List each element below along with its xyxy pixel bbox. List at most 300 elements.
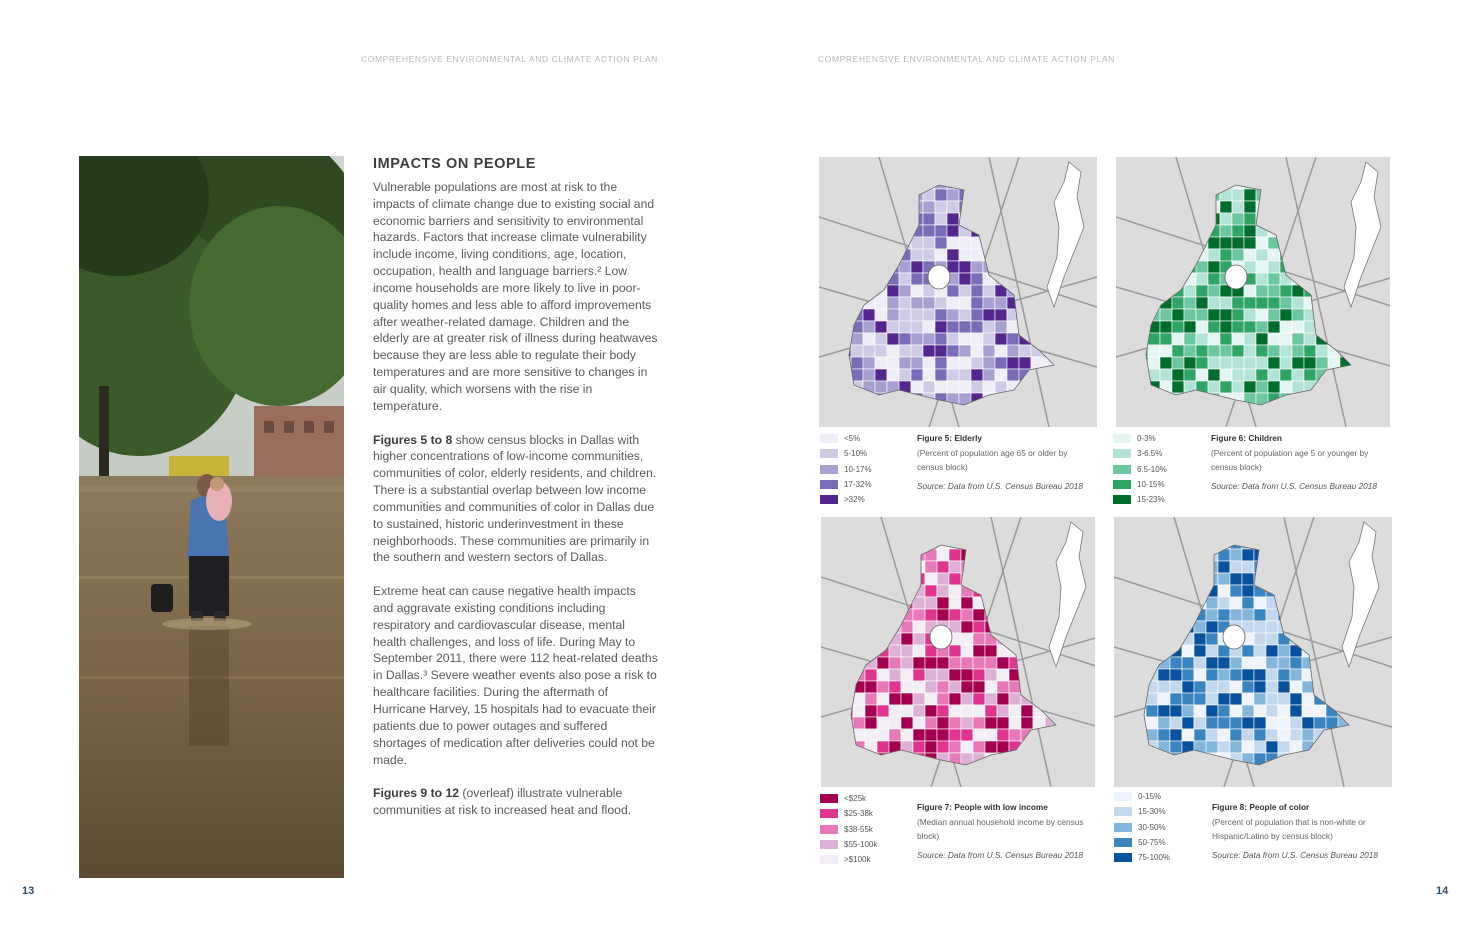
census-block: [1316, 189, 1328, 201]
census-block: [1206, 657, 1218, 669]
census-block: [875, 345, 887, 357]
census-block: [1148, 177, 1160, 189]
census-block: [1194, 573, 1206, 585]
legend-item: [1114, 804, 1170, 819]
census-block: [995, 357, 1007, 369]
census-block: [1208, 285, 1220, 297]
census-block: [1362, 645, 1374, 657]
census-block: [1184, 393, 1196, 405]
census-block: [997, 765, 1009, 777]
census-block: [1148, 201, 1160, 213]
census-block: [1290, 669, 1302, 681]
census-block: [1021, 717, 1033, 729]
census-block: [877, 729, 889, 741]
census-block: [839, 201, 851, 213]
census-block: [923, 201, 935, 213]
census-block: [1170, 693, 1182, 705]
census-block: [995, 369, 1007, 381]
census-block: [863, 285, 875, 297]
census-block: [959, 225, 971, 237]
census-block: [959, 333, 971, 345]
census-block: [1244, 381, 1256, 393]
census-block: [1328, 177, 1340, 189]
census-block: [1316, 177, 1328, 189]
census-block: [973, 753, 985, 765]
census-block: [1146, 525, 1158, 537]
census-block: [983, 261, 995, 273]
census-block: [1009, 729, 1021, 741]
census-block: [863, 321, 875, 333]
census-block: [877, 573, 889, 585]
map-people-of-color: [1114, 517, 1392, 787]
census-block: [911, 357, 923, 369]
census-block: [1314, 597, 1326, 609]
census-block: [1340, 369, 1352, 381]
census-block: [1045, 669, 1057, 681]
excluded-area: [1225, 265, 1247, 289]
census-block: [1067, 309, 1079, 321]
census-block: [1328, 249, 1340, 261]
census-block: [1160, 213, 1172, 225]
census-block: [947, 381, 959, 393]
census-block: [1218, 705, 1230, 717]
census-block: [947, 309, 959, 321]
census-block: [841, 753, 853, 765]
census-block: [1302, 765, 1314, 777]
census-block: [899, 213, 911, 225]
census-block: [889, 693, 901, 705]
census-block: [923, 249, 935, 261]
census-block: [1031, 309, 1043, 321]
census-block: [889, 657, 901, 669]
census-block: [937, 765, 949, 777]
census-block: [1232, 249, 1244, 261]
census-block: [1280, 309, 1292, 321]
census-block: [841, 717, 853, 729]
census-block: [1136, 405, 1148, 417]
census-block: [1184, 369, 1196, 381]
census-block: [1256, 261, 1268, 273]
census-block: [995, 165, 1007, 177]
census-block: [1184, 321, 1196, 333]
census-block: [995, 405, 1007, 417]
census-block: [887, 285, 899, 297]
census-block: [1280, 201, 1292, 213]
census-block: [1340, 381, 1352, 393]
census-block: [1158, 729, 1170, 741]
census-block: [1256, 405, 1268, 417]
census-block: [853, 705, 865, 717]
census-block: [961, 681, 973, 693]
census-block: [1268, 213, 1280, 225]
census-block: [1148, 273, 1160, 285]
census-block: [1170, 657, 1182, 669]
census-block: [1206, 741, 1218, 753]
census-block: [1292, 393, 1304, 405]
census-block: [1033, 693, 1045, 705]
paragraph-vulnerable-populations: Vulnerable populations are most at risk to the impacts of climate change due to existing social and economic barriers and sensitivity to environmental hazards. Factors that increase climate vulnerability include income, living conditions, age, location, occupation, health and language barriers.² Low income households are more likely to live in poor-quality homes and less able to afford improvements after weather-related damage. Children and the elderly are at greater risk of illness during heatwaves because they are less able to regulate their body temperatures and are more sensitive to changes in air quality, which worsens with the rise in temperature.: [373, 179, 658, 413]
census-block: [1196, 357, 1208, 369]
census-block: [1148, 381, 1160, 393]
census-block: [1266, 729, 1278, 741]
census-block: [1136, 309, 1148, 321]
census-block: [877, 693, 889, 705]
census-block: [925, 573, 937, 585]
census-block: [1160, 261, 1172, 273]
census-block: [1290, 717, 1302, 729]
census-block: [1057, 753, 1069, 765]
census-block: [1266, 633, 1278, 645]
census-block: [1007, 189, 1019, 201]
census-block: [875, 297, 887, 309]
census-block: [913, 657, 925, 669]
census-block: [935, 213, 947, 225]
census-block: [901, 549, 913, 561]
census-block: [1290, 765, 1302, 777]
census-block: [1194, 765, 1206, 777]
census-block: [1196, 285, 1208, 297]
census-block: [1043, 249, 1055, 261]
census-block: [911, 249, 923, 261]
census-block: [841, 573, 853, 585]
census-block: [1160, 201, 1172, 213]
census-block: [1045, 561, 1057, 573]
census-block: [995, 285, 1007, 297]
census-block: [961, 765, 973, 777]
census-block: [875, 309, 887, 321]
census-block: [1278, 681, 1290, 693]
census-block: [1148, 189, 1160, 201]
census-block: [1278, 657, 1290, 669]
census-block: [1033, 669, 1045, 681]
census-block: [1268, 381, 1280, 393]
census-block: [853, 633, 865, 645]
legend-swatch: [820, 480, 838, 489]
census-block: [863, 357, 875, 369]
census-block: [1352, 165, 1364, 177]
census-block: [925, 597, 937, 609]
legend-item: [1113, 462, 1167, 477]
census-block: [899, 249, 911, 261]
census-block: [971, 369, 983, 381]
census-block: [1254, 729, 1266, 741]
census-block: [1338, 669, 1350, 681]
census-block: [899, 345, 911, 357]
census-block: [1280, 369, 1292, 381]
census-block: [937, 549, 949, 561]
census-block: [1170, 729, 1182, 741]
census-block: [1326, 669, 1338, 681]
census-block: [1340, 393, 1352, 405]
census-block: [995, 393, 1007, 405]
census-block: [983, 321, 995, 333]
census-block: [1280, 189, 1292, 201]
census-block: [1134, 609, 1146, 621]
census-block: [839, 381, 851, 393]
census-block: [1170, 633, 1182, 645]
census-block: [1268, 369, 1280, 381]
legend-swatch: [820, 449, 838, 458]
legend-item: [820, 822, 877, 837]
census-block: [863, 273, 875, 285]
census-block: [1340, 237, 1352, 249]
legend-swatch: [820, 855, 838, 864]
census-block: [1218, 525, 1230, 537]
census-block: [851, 189, 863, 201]
census-block: [947, 165, 959, 177]
census-block: [1009, 585, 1021, 597]
census-block: [1232, 405, 1244, 417]
census-block: [901, 609, 913, 621]
census-block: [1304, 249, 1316, 261]
census-block: [1350, 765, 1362, 777]
census-block: [1009, 693, 1021, 705]
census-block: [971, 381, 983, 393]
census-block: [887, 333, 899, 345]
census-block: [877, 669, 889, 681]
census-block: [1244, 309, 1256, 321]
census-block: [1055, 369, 1067, 381]
census-block: [983, 405, 995, 417]
census-block: [1031, 333, 1043, 345]
census-block: [865, 681, 877, 693]
census-block: [1019, 405, 1031, 417]
census-block: [1230, 669, 1242, 681]
census-block: [971, 345, 983, 357]
census-block: [913, 621, 925, 633]
excluded-area: [928, 265, 950, 289]
census-block: [1268, 249, 1280, 261]
census-block: [947, 225, 959, 237]
census-block: [1194, 657, 1206, 669]
census-block: [1170, 621, 1182, 633]
census-block: [877, 561, 889, 573]
census-block: [1146, 741, 1158, 753]
census-block: [913, 633, 925, 645]
census-block: [1184, 345, 1196, 357]
census-block: [1033, 525, 1045, 537]
census-block: [961, 741, 973, 753]
legend-item: [1113, 477, 1167, 492]
census-block: [1182, 765, 1194, 777]
census-block: [853, 549, 865, 561]
census-block: [961, 633, 973, 645]
census-block: [937, 741, 949, 753]
census-block: [1244, 237, 1256, 249]
census-block: [961, 537, 973, 549]
census-block: [1316, 213, 1328, 225]
census-block: [985, 765, 997, 777]
census-block: [1254, 657, 1266, 669]
census-block: [1206, 693, 1218, 705]
census-block: [1232, 381, 1244, 393]
census-block: [959, 237, 971, 249]
census-block: [923, 345, 935, 357]
census-block: [1290, 657, 1302, 669]
census-block: [1134, 633, 1146, 645]
census-block: [973, 573, 985, 585]
census-block: [1007, 333, 1019, 345]
census-block: [961, 609, 973, 621]
census-block: [911, 297, 923, 309]
census-block: [937, 717, 949, 729]
census-block: [985, 717, 997, 729]
census-block: [1146, 609, 1158, 621]
census-block: [1146, 705, 1158, 717]
census-block: [1266, 669, 1278, 681]
census-block: [1206, 681, 1218, 693]
census-block: [983, 309, 995, 321]
census-block: [1184, 297, 1196, 309]
flood-photo: [79, 156, 344, 878]
legend-item: [1114, 850, 1170, 865]
census-block: [925, 657, 937, 669]
census-block: [1290, 705, 1302, 717]
figures-9-12-ref: Figures 9 to 12: [373, 786, 460, 801]
census-block: [1158, 561, 1170, 573]
legend-label: $55-100k: [844, 840, 878, 850]
census-block: [839, 237, 851, 249]
legend-item: [820, 431, 872, 446]
census-block: [875, 357, 887, 369]
census-block: [1196, 249, 1208, 261]
census-block: [1328, 165, 1340, 177]
census-block: [839, 273, 851, 285]
census-block: [1278, 621, 1290, 633]
legend-swatch: [1113, 449, 1131, 458]
census-block: [865, 729, 877, 741]
census-block: [1242, 705, 1254, 717]
census-block: [1328, 201, 1340, 213]
census-block: [937, 669, 949, 681]
census-block: [1304, 405, 1316, 417]
map-low-income: [821, 517, 1095, 787]
census-block: [1338, 705, 1350, 717]
census-block: [971, 225, 983, 237]
census-block: [853, 621, 865, 633]
census-block: [959, 165, 971, 177]
census-block: [1196, 297, 1208, 309]
census-block: [949, 645, 961, 657]
map-elderly: [819, 157, 1097, 427]
census-block: [1182, 621, 1194, 633]
census-block: [1268, 285, 1280, 297]
census-block: [1148, 261, 1160, 273]
figures-9-12-text: (overleaf) illustrate vulnerable communities at risk to increased heat and flood.: [373, 786, 632, 818]
census-block: [1055, 357, 1067, 369]
census-block: [1021, 705, 1033, 717]
census-block: [1184, 261, 1196, 273]
census-block: [1184, 177, 1196, 189]
census-block: [1206, 717, 1218, 729]
census-block: [1206, 645, 1218, 657]
census-block: [875, 381, 887, 393]
legend-swatch: [1113, 465, 1131, 474]
census-block: [1045, 585, 1057, 597]
census-block: [913, 537, 925, 549]
census-block: [997, 609, 1009, 621]
census-block: [901, 753, 913, 765]
census-block: [1172, 213, 1184, 225]
census-block: [865, 633, 877, 645]
census-block: [1314, 573, 1326, 585]
census-block: [1266, 681, 1278, 693]
census-block: [865, 537, 877, 549]
census-block: [1170, 525, 1182, 537]
census-block: [1208, 381, 1220, 393]
census-block: [937, 705, 949, 717]
census-block: [1021, 621, 1033, 633]
census-block: [1278, 717, 1290, 729]
census-block: [901, 525, 913, 537]
census-block: [973, 633, 985, 645]
census-block: [923, 309, 935, 321]
census-block: [865, 609, 877, 621]
census-block: [1158, 693, 1170, 705]
census-block: [1194, 717, 1206, 729]
census-block: [913, 525, 925, 537]
figure-description: (Percent of population that is non-white or Hispanic/Latino by census block): [1212, 816, 1366, 841]
census-block: [1268, 273, 1280, 285]
census-block: [1340, 177, 1352, 189]
census-block: [1160, 393, 1172, 405]
census-block: [1208, 249, 1220, 261]
census-block: [1196, 201, 1208, 213]
census-block: [1316, 237, 1328, 249]
census-block: [947, 321, 959, 333]
legend-item: [1113, 492, 1167, 507]
census-block: [1134, 549, 1146, 561]
census-block: [1218, 753, 1230, 765]
census-block: [1033, 765, 1045, 777]
census-block: [1268, 261, 1280, 273]
census-block: [1134, 729, 1146, 741]
legend-label: 15-23%: [1137, 495, 1165, 505]
census-block: [947, 369, 959, 381]
census-block: [1230, 705, 1242, 717]
census-block: [925, 741, 937, 753]
census-block: [937, 681, 949, 693]
census-block: [1244, 357, 1256, 369]
census-block: [1220, 393, 1232, 405]
census-block: [889, 753, 901, 765]
census-block: [863, 177, 875, 189]
census-block: [1182, 609, 1194, 621]
census-block: [1340, 213, 1352, 225]
census-block: [1019, 381, 1031, 393]
lake-shape: [1047, 162, 1084, 307]
census-block: [853, 645, 865, 657]
census-block: [1302, 573, 1314, 585]
census-block: [1033, 597, 1045, 609]
census-block: [901, 633, 913, 645]
census-block: [1136, 369, 1148, 381]
census-block: [1266, 549, 1278, 561]
census-block: [1009, 561, 1021, 573]
census-block: [1304, 225, 1316, 237]
census-block: [1340, 189, 1352, 201]
census-block: [1230, 525, 1242, 537]
census-block: [1362, 681, 1374, 693]
census-block: [973, 669, 985, 681]
census-block: [911, 321, 923, 333]
census-block: [1158, 537, 1170, 549]
running-head-right: COMPREHENSIVE ENVIRONMENTAL AND CLIMATE ACTION PLAN: [818, 54, 1115, 64]
census-block: [1256, 189, 1268, 201]
census-block: [1302, 693, 1314, 705]
census-block: [1009, 753, 1021, 765]
census-block: [935, 225, 947, 237]
